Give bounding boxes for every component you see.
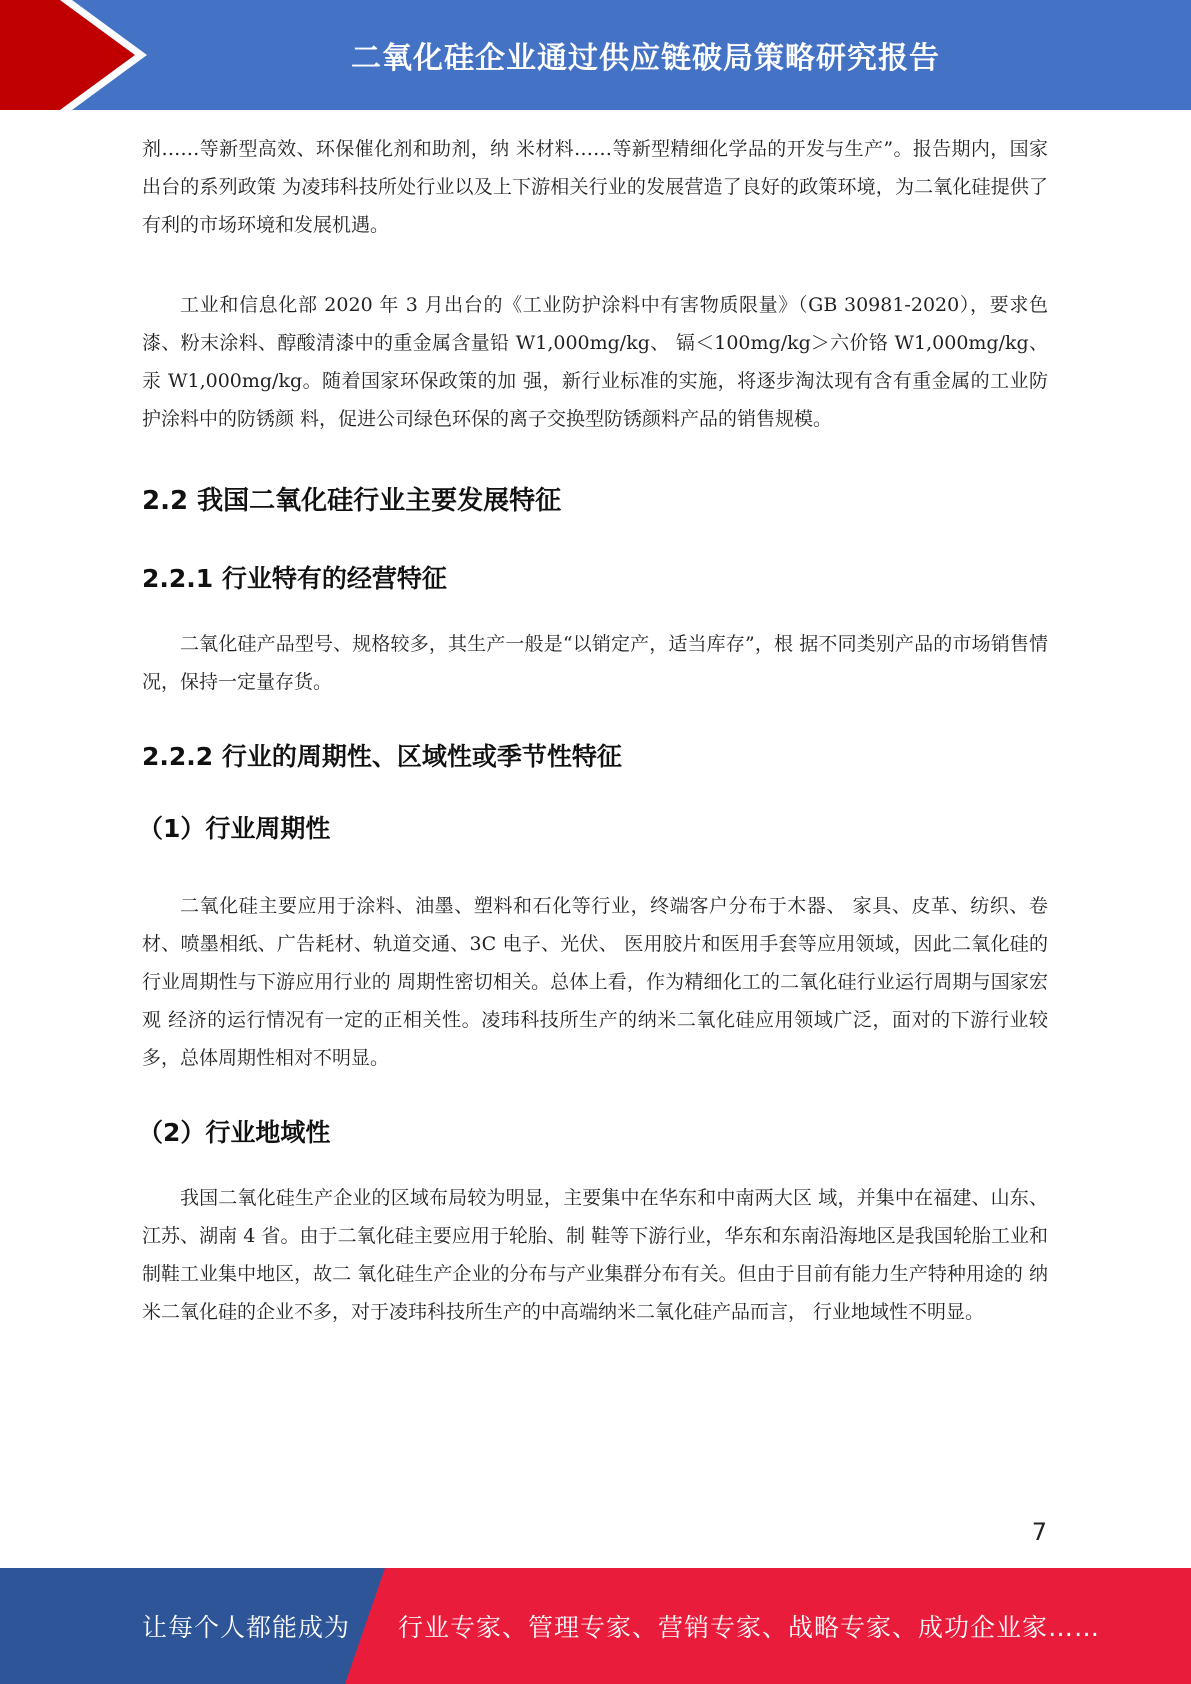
paragraph-operating-features: 二氧化硅产品型号、规格较多，其生产一般是“以销定产，适当库存”，根 据不同类别产品的市场销售情况，保持一定量存货。 bbox=[142, 633, 1048, 693]
subsection-heading-cyclicality: （1）行业周期性 bbox=[138, 814, 331, 843]
paragraph-regionality: 我国二氧化硅生产企业的区域布局较为明显，主要集中在华东和中南两大区 域，并集中在福建、山东、江苏、湖南 4 省。由于二氧化硅主要应用于轮胎、制 鞋等下游行业，华东和东南沿海地区是我国轮胎工业和制鞋工业集中地区，故二 氧化硅生产企业的分布与产业集群分布有关。但由于目前有能力生产特种用途的 纳米二氧化硅的企业不多，对于凌玮科技所生产的中高端纳米二氧化硅产品而言， 行业地域性不明显。 bbox=[142, 1187, 1048, 1323]
page-content bbox=[138, 130, 1048, 1331]
page-header bbox=[0, 0, 1191, 110]
section-heading-2-2-1: 2.2.1 行业特有的经营特征 bbox=[142, 564, 447, 593]
header-chevron-icon bbox=[0, 0, 160, 110]
paragraph-policy-continuation: 剂……等新型高效、环保催化剂和助剂，纳 米材料……等新型精细化学品的开发与生产”。报告期内，国家出台的系列政策 为凌玮科技所处行业以及上下游相关行业的发展营造了良好的政策环境，为二氧化硅提供了有利的市场环境和发展机遇。 bbox=[142, 138, 1048, 236]
footer-slogan-left: 让每个人都能成为 bbox=[142, 1613, 351, 1642]
paragraph-cyclicality: 二氧化硅主要应用于涂料、油墨、塑料和石化等行业，终端客户分布于木器、 家具、皮革、纺织、卷材、喷墨相纸、广告耗材、轨道交通、3C 电子、光伏、 医用胶片和医用手套等应用领域，因此二氧化硅的行业周期性与下游应用行业的 周期性密切相关。总体上看，作为精细化工的二氧化硅行业运行周期与国家宏观 经济的运行情况有一定的正相关性。凌玮科技所生产的纳米二氧化硅应用领域广泛，面对的下游行业较多，总体周期性相对不明显。 bbox=[142, 895, 1048, 1069]
footer-slogan-right: 行业专家、管理专家、营销专家、战略专家、成功企业家…… bbox=[398, 1613, 1101, 1642]
page-number: 7 bbox=[1031, 1518, 1047, 1546]
section-heading-2-2-2: 2.2.2 行业的周期性、区域性或季节性特征 bbox=[142, 742, 622, 771]
page-footer bbox=[0, 1568, 1191, 1684]
section-heading-2-2: 2.2 我国二氧化硅行业主要发展特征 bbox=[142, 486, 562, 516]
report-title: 二氧化硅企业通过供应链破局策略研究报告 bbox=[351, 41, 940, 76]
paragraph-standard-gb30981: 工业和信息化部 2020 年 3 月出台的《工业防护涂料中有害物质限量》（GB 30981-2020），要求色漆、粉末涂料、醇酸清漆中的重金属含量铅 W1,000mg/kg、 镉＜100mg/kg＞六价铬 W1,000mg/kg、汞 W1,000mg/kg。随着国家环保政策的加 强，新行业标准的实施，将逐步淘汰现有含有重金属的工业防护涂料中的防锈颜 料，促进公司绿色环保的离子交换型防锈颜料产品的销售规模。 bbox=[142, 294, 1048, 430]
subsection-heading-regionality: （2）行业地域性 bbox=[138, 1118, 331, 1147]
